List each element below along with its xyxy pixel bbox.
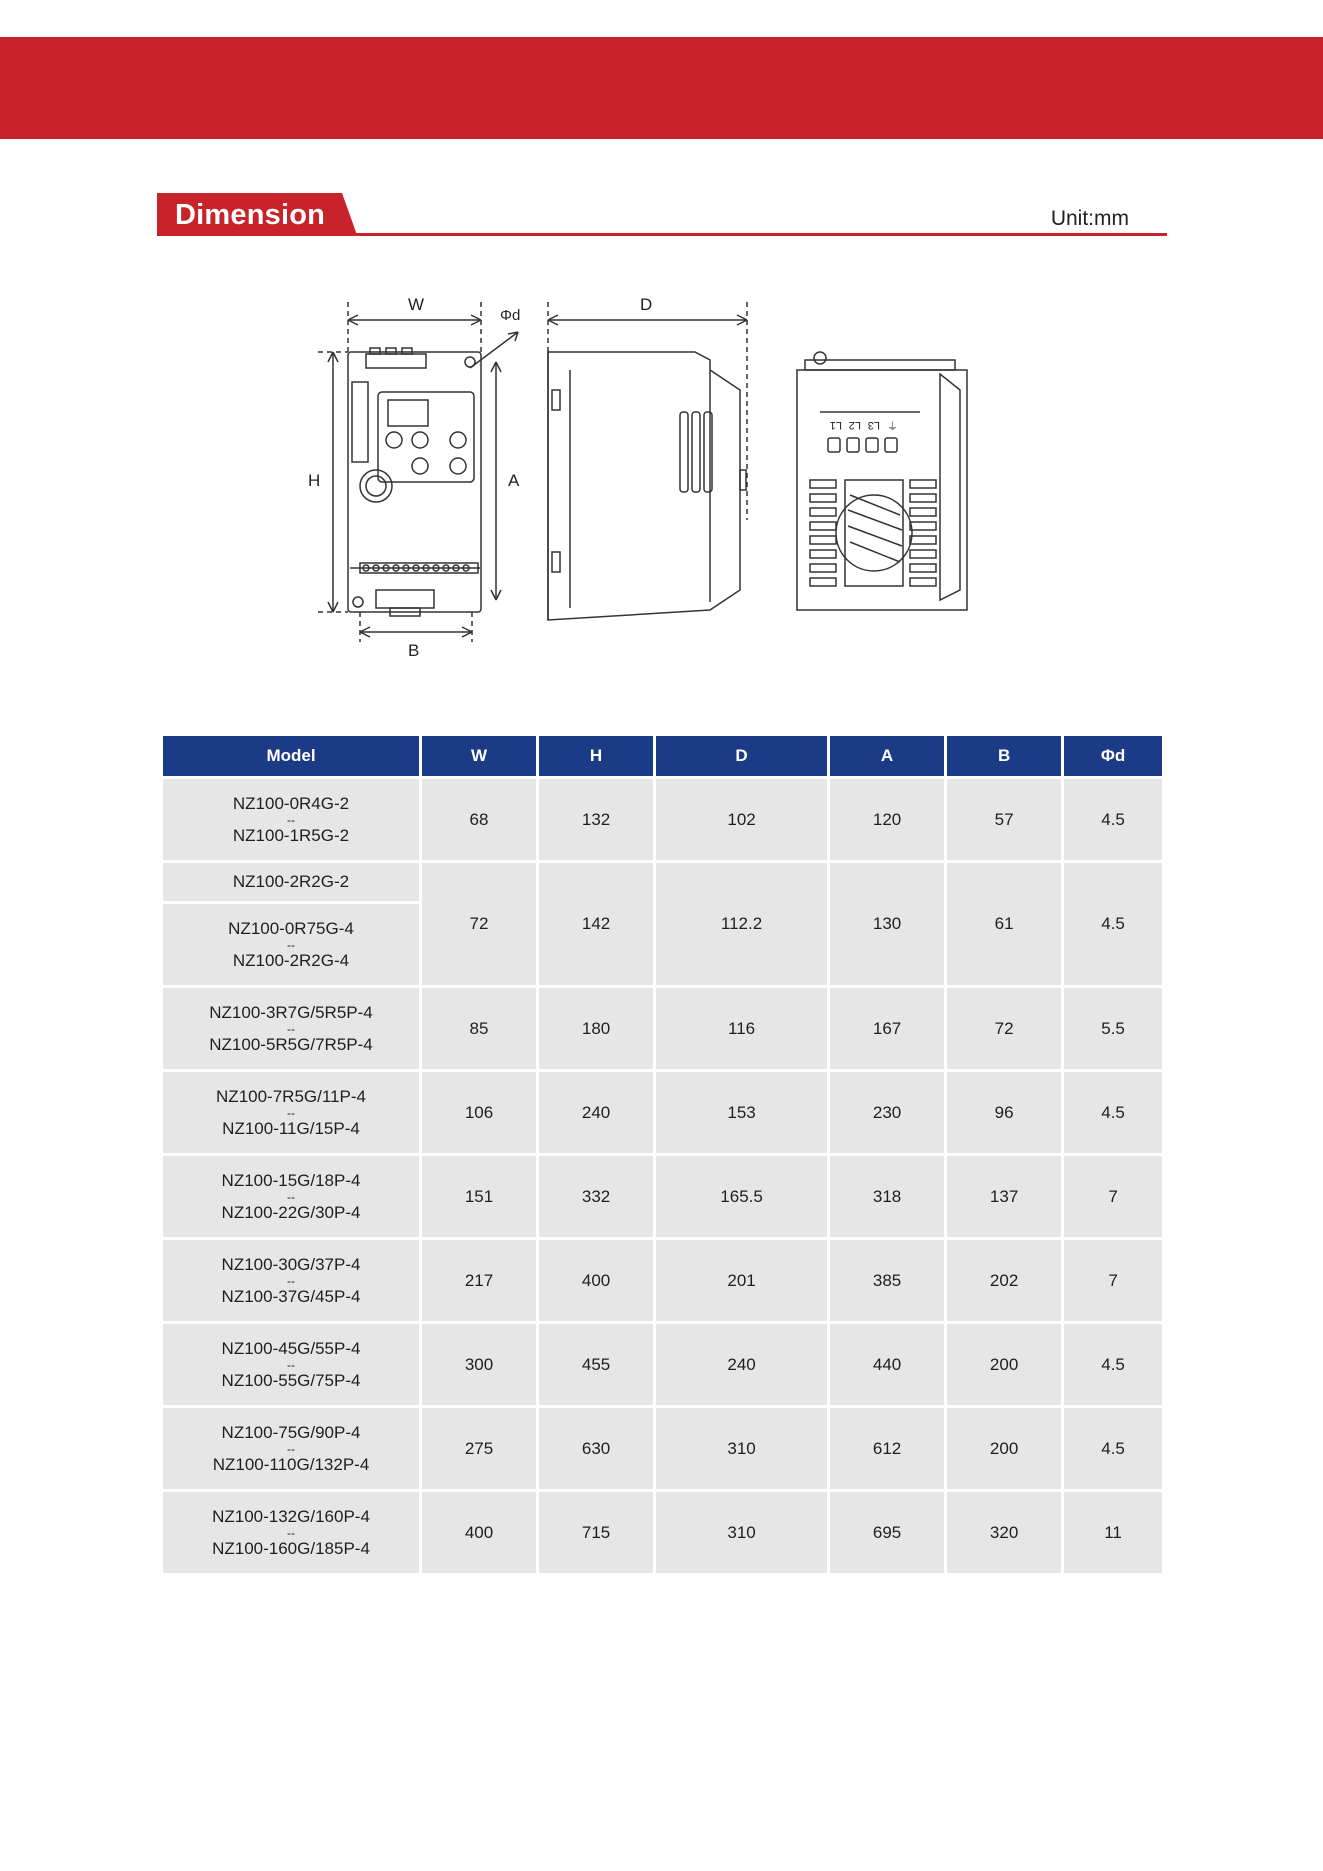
header-d: D xyxy=(656,736,827,776)
a-cell: 612 xyxy=(830,1408,944,1489)
table-header-row xyxy=(163,736,1162,776)
d-cell: 240 xyxy=(656,1324,827,1405)
header-b: B xyxy=(947,736,1061,776)
h-cell: 142 xyxy=(539,863,653,985)
model-cell: NZ100-15G/18P-4 -- NZ100-22G/30P-4 xyxy=(163,1156,419,1237)
phi-d-cell: 4.5 xyxy=(1064,1324,1162,1405)
model-cell: NZ100-75G/90P-4 -- NZ100-110G/132P-4 xyxy=(163,1408,419,1489)
header-a: A xyxy=(830,736,944,776)
phi-d-cell: 11 xyxy=(1064,1492,1162,1573)
b-cell: 96 xyxy=(947,1072,1061,1153)
terminal-ground: ⏚ xyxy=(887,421,898,433)
section-header xyxy=(157,193,1167,237)
b-cell: 61 xyxy=(947,863,1061,985)
w-cell: 68 xyxy=(422,779,536,860)
d-cell: 201 xyxy=(656,1240,827,1321)
a-cell: 230 xyxy=(830,1072,944,1153)
d-cell: 165.5 xyxy=(656,1156,827,1237)
side-view xyxy=(548,295,747,620)
d-cell: 153 xyxy=(656,1072,827,1153)
h-cell: 400 xyxy=(539,1240,653,1321)
label-a: A xyxy=(508,471,520,490)
w-cell: 300 xyxy=(422,1324,536,1405)
a-cell: 120 xyxy=(830,779,944,860)
d-cell: 102 xyxy=(656,779,827,860)
dimension-table xyxy=(160,733,1165,1576)
model-cell: NZ100-45G/55P-4 -- NZ100-55G/75P-4 xyxy=(163,1324,419,1405)
d-cell: 310 xyxy=(656,1408,827,1489)
table-row xyxy=(163,1156,1162,1237)
w-cell: 217 xyxy=(422,1240,536,1321)
terminal-l2: L2 xyxy=(848,419,861,431)
a-cell: 440 xyxy=(830,1324,944,1405)
terminal-l3: L3 xyxy=(867,419,880,431)
w-cell: 106 xyxy=(422,1072,536,1153)
model-cell: NZ100-2R2G-2 xyxy=(163,863,419,901)
h-cell: 332 xyxy=(539,1156,653,1237)
header-model: Model xyxy=(163,736,419,776)
table-row xyxy=(163,1324,1162,1405)
phi-d-cell: 4.5 xyxy=(1064,863,1162,985)
model-cell: NZ100-30G/37P-4 -- NZ100-37G/45P-4 xyxy=(163,1240,419,1321)
model-cell: NZ100-132G/160P-4 -- NZ100-160G/185P-4 xyxy=(163,1492,419,1573)
h-cell: 455 xyxy=(539,1324,653,1405)
phi-d-cell: 4.5 xyxy=(1064,1072,1162,1153)
a-cell: 318 xyxy=(830,1156,944,1237)
phi-d-cell: 4.5 xyxy=(1064,1408,1162,1489)
b-cell: 200 xyxy=(947,1408,1061,1489)
model-cell: NZ100-3R7G/5R5P-4 -- NZ100-5R5G/7R5P-4 xyxy=(163,988,419,1069)
d-cell: 112.2 xyxy=(656,863,827,985)
model-cell: NZ100-0R75G-4 -- NZ100-2R2G-4 xyxy=(163,904,419,985)
phi-d-cell: 7 xyxy=(1064,1240,1162,1321)
w-cell: 151 xyxy=(422,1156,536,1237)
a-cell: 695 xyxy=(830,1492,944,1573)
table-row xyxy=(163,863,1162,901)
h-cell: 132 xyxy=(539,779,653,860)
phi-d-cell: 4.5 xyxy=(1064,779,1162,860)
phi-d-cell: 7 xyxy=(1064,1156,1162,1237)
b-cell: 137 xyxy=(947,1156,1061,1237)
h-cell: 715 xyxy=(539,1492,653,1573)
b-cell: 202 xyxy=(947,1240,1061,1321)
dimension-drawing xyxy=(300,290,990,660)
w-cell: 275 xyxy=(422,1408,536,1489)
table-row xyxy=(163,1072,1162,1153)
b-cell: 72 xyxy=(947,988,1061,1069)
terminal-l1: L1 xyxy=(829,419,842,431)
table-row xyxy=(163,779,1162,860)
table-row xyxy=(163,1492,1162,1573)
front-view xyxy=(308,295,520,660)
header-w: W xyxy=(422,736,536,776)
section-title: Dimension xyxy=(175,199,326,231)
phi-d-cell: 5.5 xyxy=(1064,988,1162,1069)
header-h: H xyxy=(539,736,653,776)
bottom-view xyxy=(797,352,967,610)
label-h: H xyxy=(308,471,321,490)
label-b: B xyxy=(408,641,420,660)
label-d: D xyxy=(640,295,653,314)
model-cell: NZ100-0R4G-2 -- NZ100-1R5G-2 xyxy=(163,779,419,860)
w-cell: 72 xyxy=(422,863,536,985)
b-cell: 200 xyxy=(947,1324,1061,1405)
header-phi-d: Φd xyxy=(1064,736,1162,776)
table-row xyxy=(163,1240,1162,1321)
unit-label: Unit:mm xyxy=(1050,207,1129,230)
b-cell: 320 xyxy=(947,1492,1061,1573)
b-cell: 57 xyxy=(947,779,1061,860)
w-cell: 400 xyxy=(422,1492,536,1573)
h-cell: 240 xyxy=(539,1072,653,1153)
w-cell: 85 xyxy=(422,988,536,1069)
label-phi-d: Φd xyxy=(500,307,521,324)
table-row xyxy=(163,1408,1162,1489)
h-cell: 180 xyxy=(539,988,653,1069)
a-cell: 167 xyxy=(830,988,944,1069)
d-cell: 310 xyxy=(656,1492,827,1573)
d-cell: 116 xyxy=(656,988,827,1069)
top-red-band xyxy=(0,37,1323,139)
table-row xyxy=(163,988,1162,1069)
label-w: W xyxy=(408,295,425,314)
a-cell: 385 xyxy=(830,1240,944,1321)
model-cell: NZ100-7R5G/11P-4 -- NZ100-11G/15P-4 xyxy=(163,1072,419,1153)
h-cell: 630 xyxy=(539,1408,653,1489)
section-underline xyxy=(157,233,1167,236)
a-cell: 130 xyxy=(830,863,944,985)
